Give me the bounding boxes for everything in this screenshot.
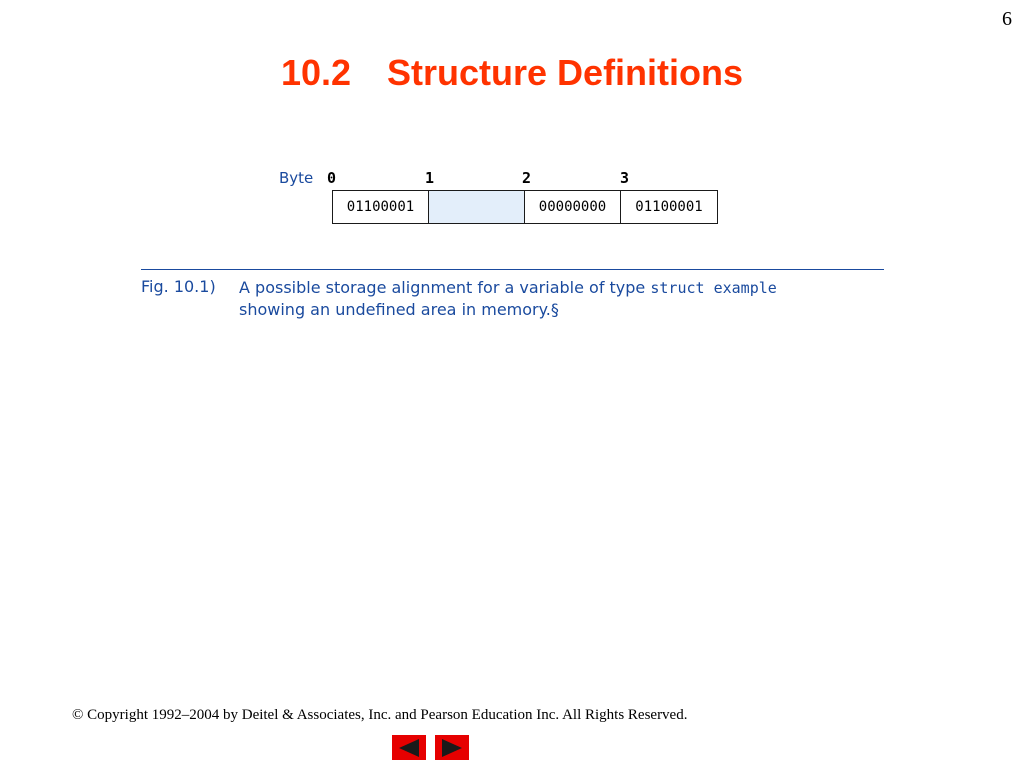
- copyright-notice: © Copyright 1992–2004 by Deitel & Associates, Inc. and Pearson Education Inc. All Rights Reserved.: [72, 707, 688, 723]
- figure-label: Fig. 10.1): [141, 277, 216, 296]
- previous-slide-button[interactable]: [392, 735, 426, 760]
- figure-caption: [239, 277, 879, 321]
- memory-cell-byte-2: 00000000: [525, 191, 621, 223]
- memory-cell-byte-0: 01100001: [333, 191, 429, 223]
- caption-code: struct example: [650, 279, 777, 297]
- memory-row: [332, 190, 718, 224]
- byte-index-0: 0: [327, 169, 337, 187]
- byte-index-1: 1: [425, 169, 435, 187]
- slide-title-text: Structure Definitions: [387, 52, 744, 93]
- triangle-left-icon: [397, 738, 421, 758]
- byte-axis-label: Byte: [279, 169, 314, 187]
- next-slide-button[interactable]: [435, 735, 469, 760]
- figure-divider: [141, 269, 884, 270]
- byte-index-3: 3: [620, 169, 630, 187]
- byte-index-2: 2: [522, 169, 532, 187]
- caption-text-2: showing an undefined area in memory.§: [239, 300, 559, 319]
- slide-title-number: 10.2: [280, 52, 352, 93]
- slide-title: [0, 52, 1024, 94]
- memory-cell-undefined: [429, 191, 525, 223]
- caption-text-1: A possible storage alignment for a variable of type: [239, 278, 651, 297]
- slide-number: 6: [1002, 8, 1012, 30]
- triangle-right-icon: [440, 738, 464, 758]
- memory-cell-byte-3: 01100001: [621, 191, 717, 223]
